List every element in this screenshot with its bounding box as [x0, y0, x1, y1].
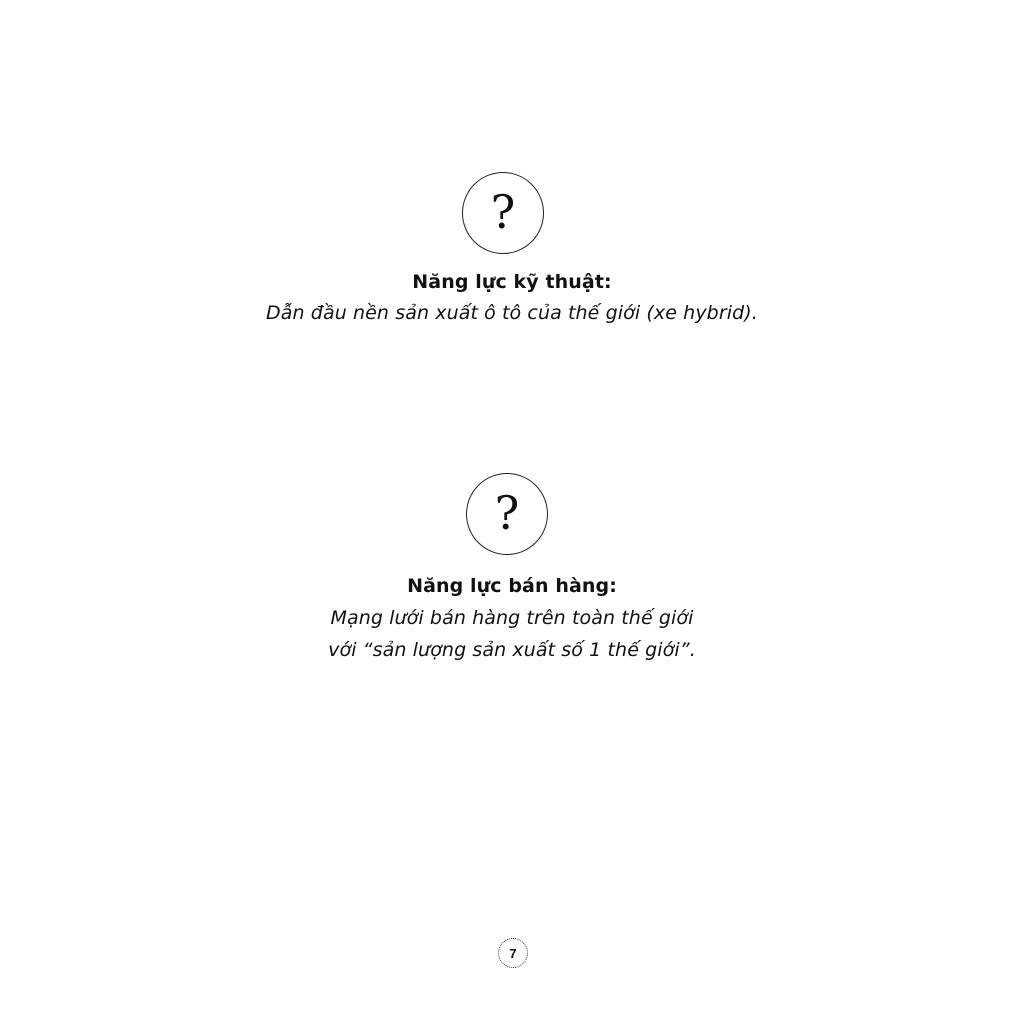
question-mark-glyph: ? — [490, 185, 516, 239]
question-mark-glyph: ? — [494, 486, 520, 540]
section-text-technical-line-1: Dẫn đầu nền sản xuất ô tô của thế giới (xe hybrid). — [266, 302, 758, 324]
question-mark-icon — [466, 473, 548, 555]
section-heading-technical: Năng lực kỹ thuật: — [412, 271, 612, 293]
section-heading-sales: Năng lực bán hàng: — [407, 575, 617, 597]
section-text-sales-line-1: Mạng lưới bán hàng trên toàn thế giới — [330, 607, 694, 629]
page-number: 7 — [498, 938, 528, 968]
question-mark-icon — [462, 172, 544, 254]
section-text-sales-line-2: với “sản lượng sản xuất số 1 thế giới”. — [328, 639, 696, 661]
